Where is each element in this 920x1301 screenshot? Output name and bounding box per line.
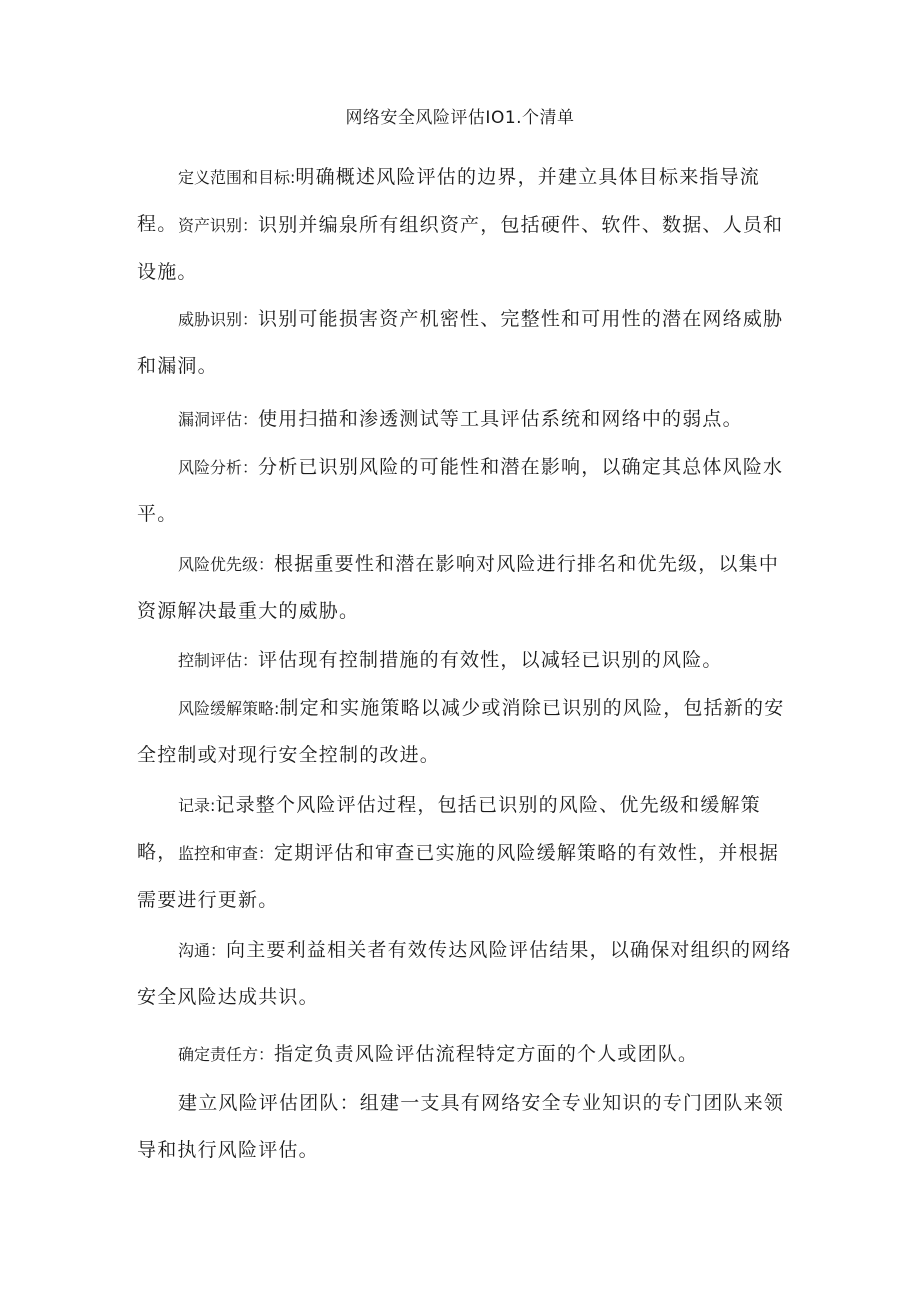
item-separator: ： xyxy=(242,216,259,235)
item-text: 识别可能损害资产机密性、完整性和可用性的潜在网络威胁和漏洞。 xyxy=(137,308,784,377)
item-text: 制定和实施策略以减少或消除已识别的风险，包括新的安全控制或对现行安全控制的改进。 xyxy=(137,697,785,766)
item-term: 定义范围和目标 xyxy=(178,168,291,187)
item-separator: ： xyxy=(242,310,259,329)
list-item-responsibility xyxy=(137,1031,797,1078)
item-separator: : xyxy=(210,796,216,815)
item-term: 风险优先级 xyxy=(178,555,259,574)
item-text: 记录整个风险评估过程，包括已识别的风险、优先级和缓解策略， xyxy=(137,794,761,863)
item-text: 向主要利益相关者有效传达风险评估结果，以确保对组织的网络安全风险达成共识。 xyxy=(137,939,792,1008)
item-text: 识别并编泉所有组织资产，包括硬件、软件、数据、人员和设施。 xyxy=(137,214,784,283)
item-separator: ： xyxy=(258,844,275,863)
item-separator: ： xyxy=(258,555,275,574)
final-paragraph: 建立风险评估团队：组建一支具有网络安全专业知识的专门团队来领导和执行风险评估。 xyxy=(137,1092,785,1161)
item-text: 使用扫描和渗透测试等工具评估系统和网络中的弱点。 xyxy=(258,408,743,430)
item-term: 确定责任方 xyxy=(178,1045,259,1064)
item-term: 资产识别 xyxy=(178,216,243,235)
item-separator: ： xyxy=(242,458,259,477)
item-term: 记录 xyxy=(178,796,211,815)
item-text: 定期评估和审查已实施的风险缓解策略的有效性，并根据需要进行更新。 xyxy=(137,842,780,911)
item-text: 指定负责风险评估流程特定方面的个人或团队。 xyxy=(274,1043,699,1065)
list-item-mitigation xyxy=(137,685,797,779)
list-item-risk-priority xyxy=(137,541,797,635)
list-item-assets xyxy=(137,202,797,296)
list-item-communication xyxy=(137,927,797,1021)
item-text: 评估现有控制措施的有效性，以减轻已识别的风险。 xyxy=(258,649,723,671)
list-item-threats xyxy=(137,296,797,390)
item-separator: ： xyxy=(210,941,227,960)
item-text: 分析已识别风险的可能性和潜在影响，以确定其总体风险水平。 xyxy=(137,456,784,525)
list-item-vulnerability xyxy=(137,396,797,443)
item-text: 明确概述风险评估的边界，并建立具体目标来指导流程。 xyxy=(137,166,761,235)
item-separator: ： xyxy=(242,651,259,670)
list-item-monitoring xyxy=(137,830,797,924)
document-title: 网络安全风险评估IO1.个清单 xyxy=(345,108,575,128)
item-term: 风险缓解策略 xyxy=(178,699,275,718)
list-item-risk-analysis xyxy=(137,444,797,538)
item-term: 威胁识别 xyxy=(178,310,243,329)
item-separator: : xyxy=(274,699,280,718)
item-text: 根据重要性和潜在影响对风险进行排名和优先级，以集中资源解决最重大的威胁。 xyxy=(137,553,780,622)
item-separator: : xyxy=(290,168,296,187)
item-separator: ： xyxy=(242,410,259,429)
item-term: 风险分析 xyxy=(178,458,243,477)
item-term: 监控和审查 xyxy=(178,844,259,863)
list-item-control-eval xyxy=(137,637,797,684)
item-separator: ： xyxy=(258,1045,275,1064)
item-term: 控制评估 xyxy=(178,651,243,670)
item-term: 漏洞评估 xyxy=(178,410,243,429)
item-term: 沟通 xyxy=(178,941,211,960)
